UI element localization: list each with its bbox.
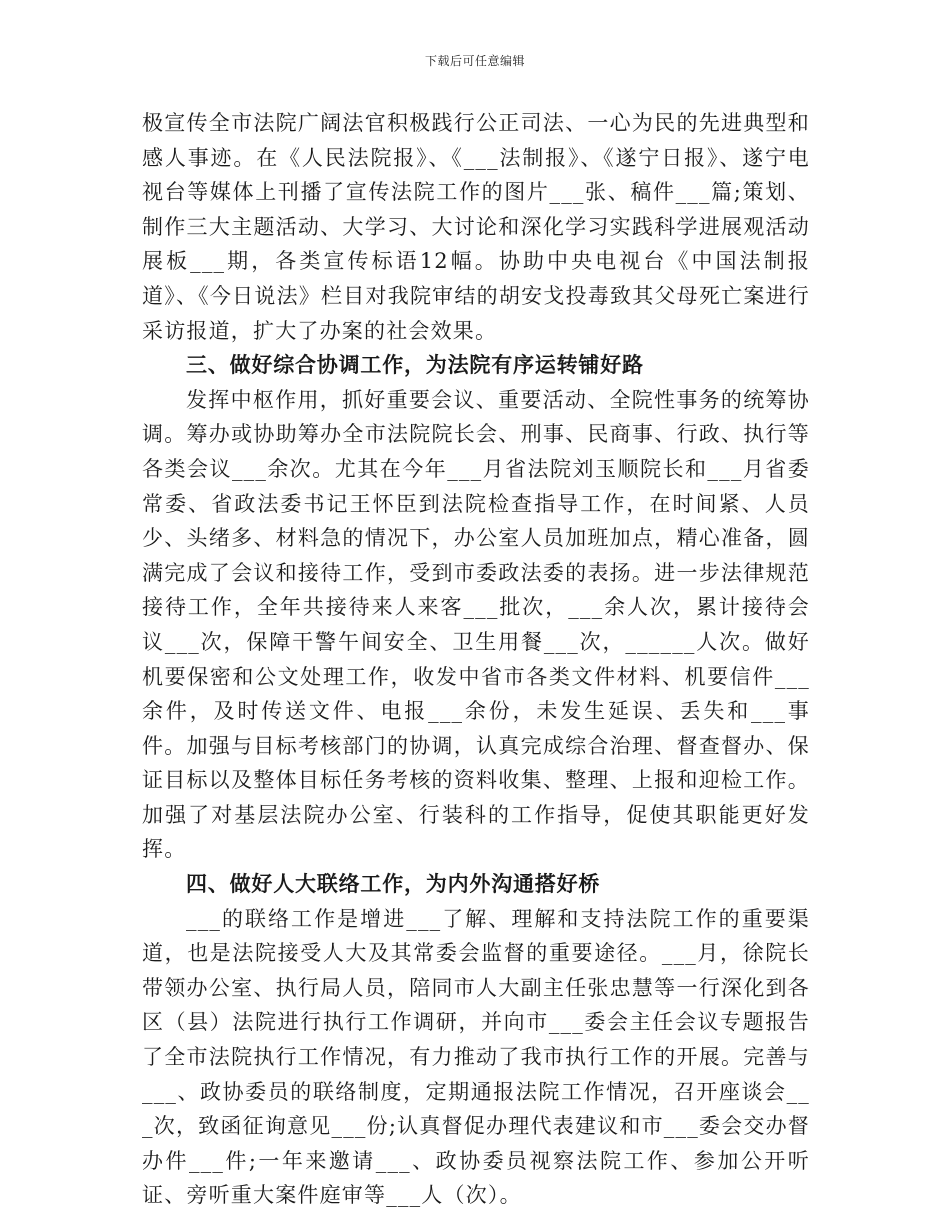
page-header: 下载后可任意编辑 xyxy=(424,54,525,68)
paragraph-publicity: 极宣传全市法院广阔法官积极践行公正司法、一心为民的先进典型和感人事迹。在《人民法院报》、《___法制报》、《遂宁日报》、遂宁电视台等媒体上刊播了宣传法院工作的图片___张、稿件___篇;策划、制作三大主题活动、大学习、大讨论和深化学习实践科学进展观活动展板___期，各类宣传标语12幅。协助中央电视台《中国法制报道》、《今日说法》栏目对我院审结的胡安戈投毒致其父母死亡案进行采访报道，扩大了办案的社会效果。 xyxy=(142,111,810,343)
section-heading-3: 三、做好综合协调工作，为法院有序运转铺好路 xyxy=(186,352,644,378)
document-body xyxy=(142,106,810,1213)
paragraph-coordination: 发挥中枢作用，抓好重要会议、重要活动、全院性事务的统筹协调。筹办或协助筹办全市法院院长会、刑事、民商事、行政、执行等各类会议___余次。尤其在今年___月省法院刘玉顺院长和___月省委常委、省政法委书记王怀臣到法院检查指导工作，在时间紧、人员少、头绪多、材料急的情况下，办公室人员加班加点，精心准备，圆满完成了会议和接待工作，受到市委政法委的表扬。进一步法律规范接待工作，全年共接待来人来客___批次，___余人次，累计接待会议___次，保障干警午间安全、卫生用餐___次，______人次。做好机要保密和公文处理工作，收发中省市各类文件材料、机要信件___余件，及时传送文件、电报___余份，未发生延误、丢失和___事件。加强与目标考核部门的协调，认真完成综合治理、督查督办、保证目标以及整体目标任务考核的资料收集、整理、上报和迎检工作。加强了对基层法院办公室、行装科的工作指导，促使其职能更好发挥。 xyxy=(142,387,810,862)
section-heading-4: 四、做好人大联络工作，为内外沟通搭好桥 xyxy=(186,871,601,897)
paragraph-liaison: ___的联络工作是增进___了解、理解和支持法院工作的重要渠道，也是法院接受人大及其常委会监督的重要途径。___月，徐院长带领办公室、执行局人员，陪同市人大副主任张忠慧等一行深化到各区（县）法院进行执行工作调研，并向市___委会主任会议专题报告了全市法院执行工作情况，有力推动了我市执行工作的开展。完善与___、政协委员的联络制度，定期通报法院工作情况，召开座谈会___次，致函征询意见___份;认真督促办理代表建议和市___委会交办督办件___件;一年来邀请___、政协委员视察法院工作、参加公开听证、旁听重大案件庭审等___人（次）。 xyxy=(142,906,810,1208)
